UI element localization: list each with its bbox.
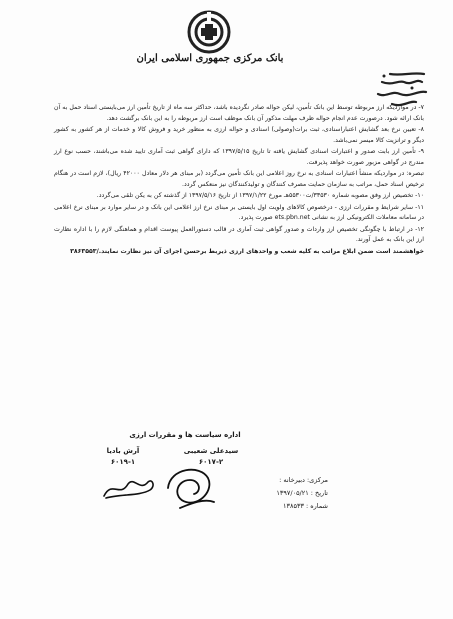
- signer-1-name: آرش بادیا: [106, 447, 140, 455]
- signer-2-name: سیدعلی شعیبی: [183, 447, 239, 455]
- department-name: اداره سیاست ها و مقررات ارزی: [129, 431, 241, 439]
- registration-info: [238, 474, 328, 513]
- registry-label: مرکزی: دبیرخانه :: [279, 476, 328, 484]
- bank-name: بانک مرکزی جمهوری اسلامی ایران: [136, 53, 284, 64]
- paragraph-11: ۱۱- سایر شرایط و مقررات ارزی - درخصوص کالاهای ولویت اول بایستی بر مبنای نرخ ارز اعلامی این بانک و در سایر موارد بر مبنای نرخ اعلامی در سامانه معاملات الکترونیکی ارز به نشانی ets.pbn.net صورت پذیرد.: [54, 203, 424, 221]
- signer-1-code: ۶۰۱۹-۱: [110, 458, 136, 466]
- signer-2-code: ۶۰۱۷-۲: [198, 458, 224, 466]
- paragraph-8: ۸- تعیین نرخ بعد گشایش اعتبار‌اسنادی، ثبت برات(وصولی) اسنادی و حواله ارزی به منظور خرید و فروش کالا و خدمات از هر کشور به کشور دیگر و ترانزیت کالا میسر نمی‌باشد.: [54, 126, 424, 144]
- letter-date: تاریخ : ۱۳۹۷/۰۵/۲۱: [276, 489, 328, 497]
- paragraph-9: ۹- تأمین ارز بابت صدور و اعتبارات اسنادی گشایش یافته تا تاریخ ۱۳۹۷/۵/۱۵ که دارای گواهی ثبت آماری تایید شده می‌باشند، حسب نوع ارز مندرج در گواهی مزبور صورت خواهد پذیرفت.: [54, 148, 424, 166]
- note-paragraph: تبصره: در مواردیکه منشأ اعتبارات اسنادی به نرخ روز اعلامی این بانک تأمین می‌گردد (بر مبنای هر دلار معادل ۴۲۰۰۰ ریال)، لازم است در هنگام ترخیص اسناد حمل، مراتب به سازمان حمایت مصرف کنندگان و تولیدکنندگان نیز منعکس گردد.: [54, 170, 424, 188]
- letter-body: [54, 103, 424, 258]
- signature-1-icon: [100, 470, 160, 504]
- letter-number: شماره : ۱۳۸۵۳۳: [282, 502, 328, 510]
- paragraph-12: ۱۲- در ارتباط با چگونگی تخصیص ارز واردات و صدور گواهی ثبت آماری در قالب دستورالعمل پیوست اقدام و هماهنگی لازم را با اداره نظارت ارز این بانک به عمل آورند.: [54, 225, 424, 243]
- signature-2-icon: [160, 458, 220, 514]
- signer-1: [88, 446, 158, 468]
- central-bank-logo: [187, 10, 231, 54]
- paragraph-10: ۱۰- تخصیص ارز وفق مصوبه شماره ۳۳۵۳۰/ت۵۵۳۰۰هـ مورخ ۱۳۹۷/۱/۲۲ از تاریخ ۱۳۹۷/۵/۱۶ از گذشته کن به یکن تلقی می‌گردد.: [96, 192, 424, 199]
- slogan-text: [372, 68, 373, 69]
- closing-paragraph: خواهشمند است ضمن ابلاغ مراتب به کلیه شعب و واحدهای ارزی ذیربط برحسن اجرای آن نیز نظارت نمایند./۳۸۶۳۵۵۳: [70, 247, 424, 255]
- paragraph-7: ۷- در مواردیکه ارز مربوطه توسط این بانک تأمین، لیکن حواله صادر نگردیده باشد، حداکثر سه ماه از تاریخ تأمین ارز می‌بایستی اسناد حمل به آن بانک ارائه شود. درصورت عدم انجام حواله ظرف مهلت مذکور آن بانک موظف است ارز مربوطه را به این بانک برگشت دهد.: [54, 104, 424, 122]
